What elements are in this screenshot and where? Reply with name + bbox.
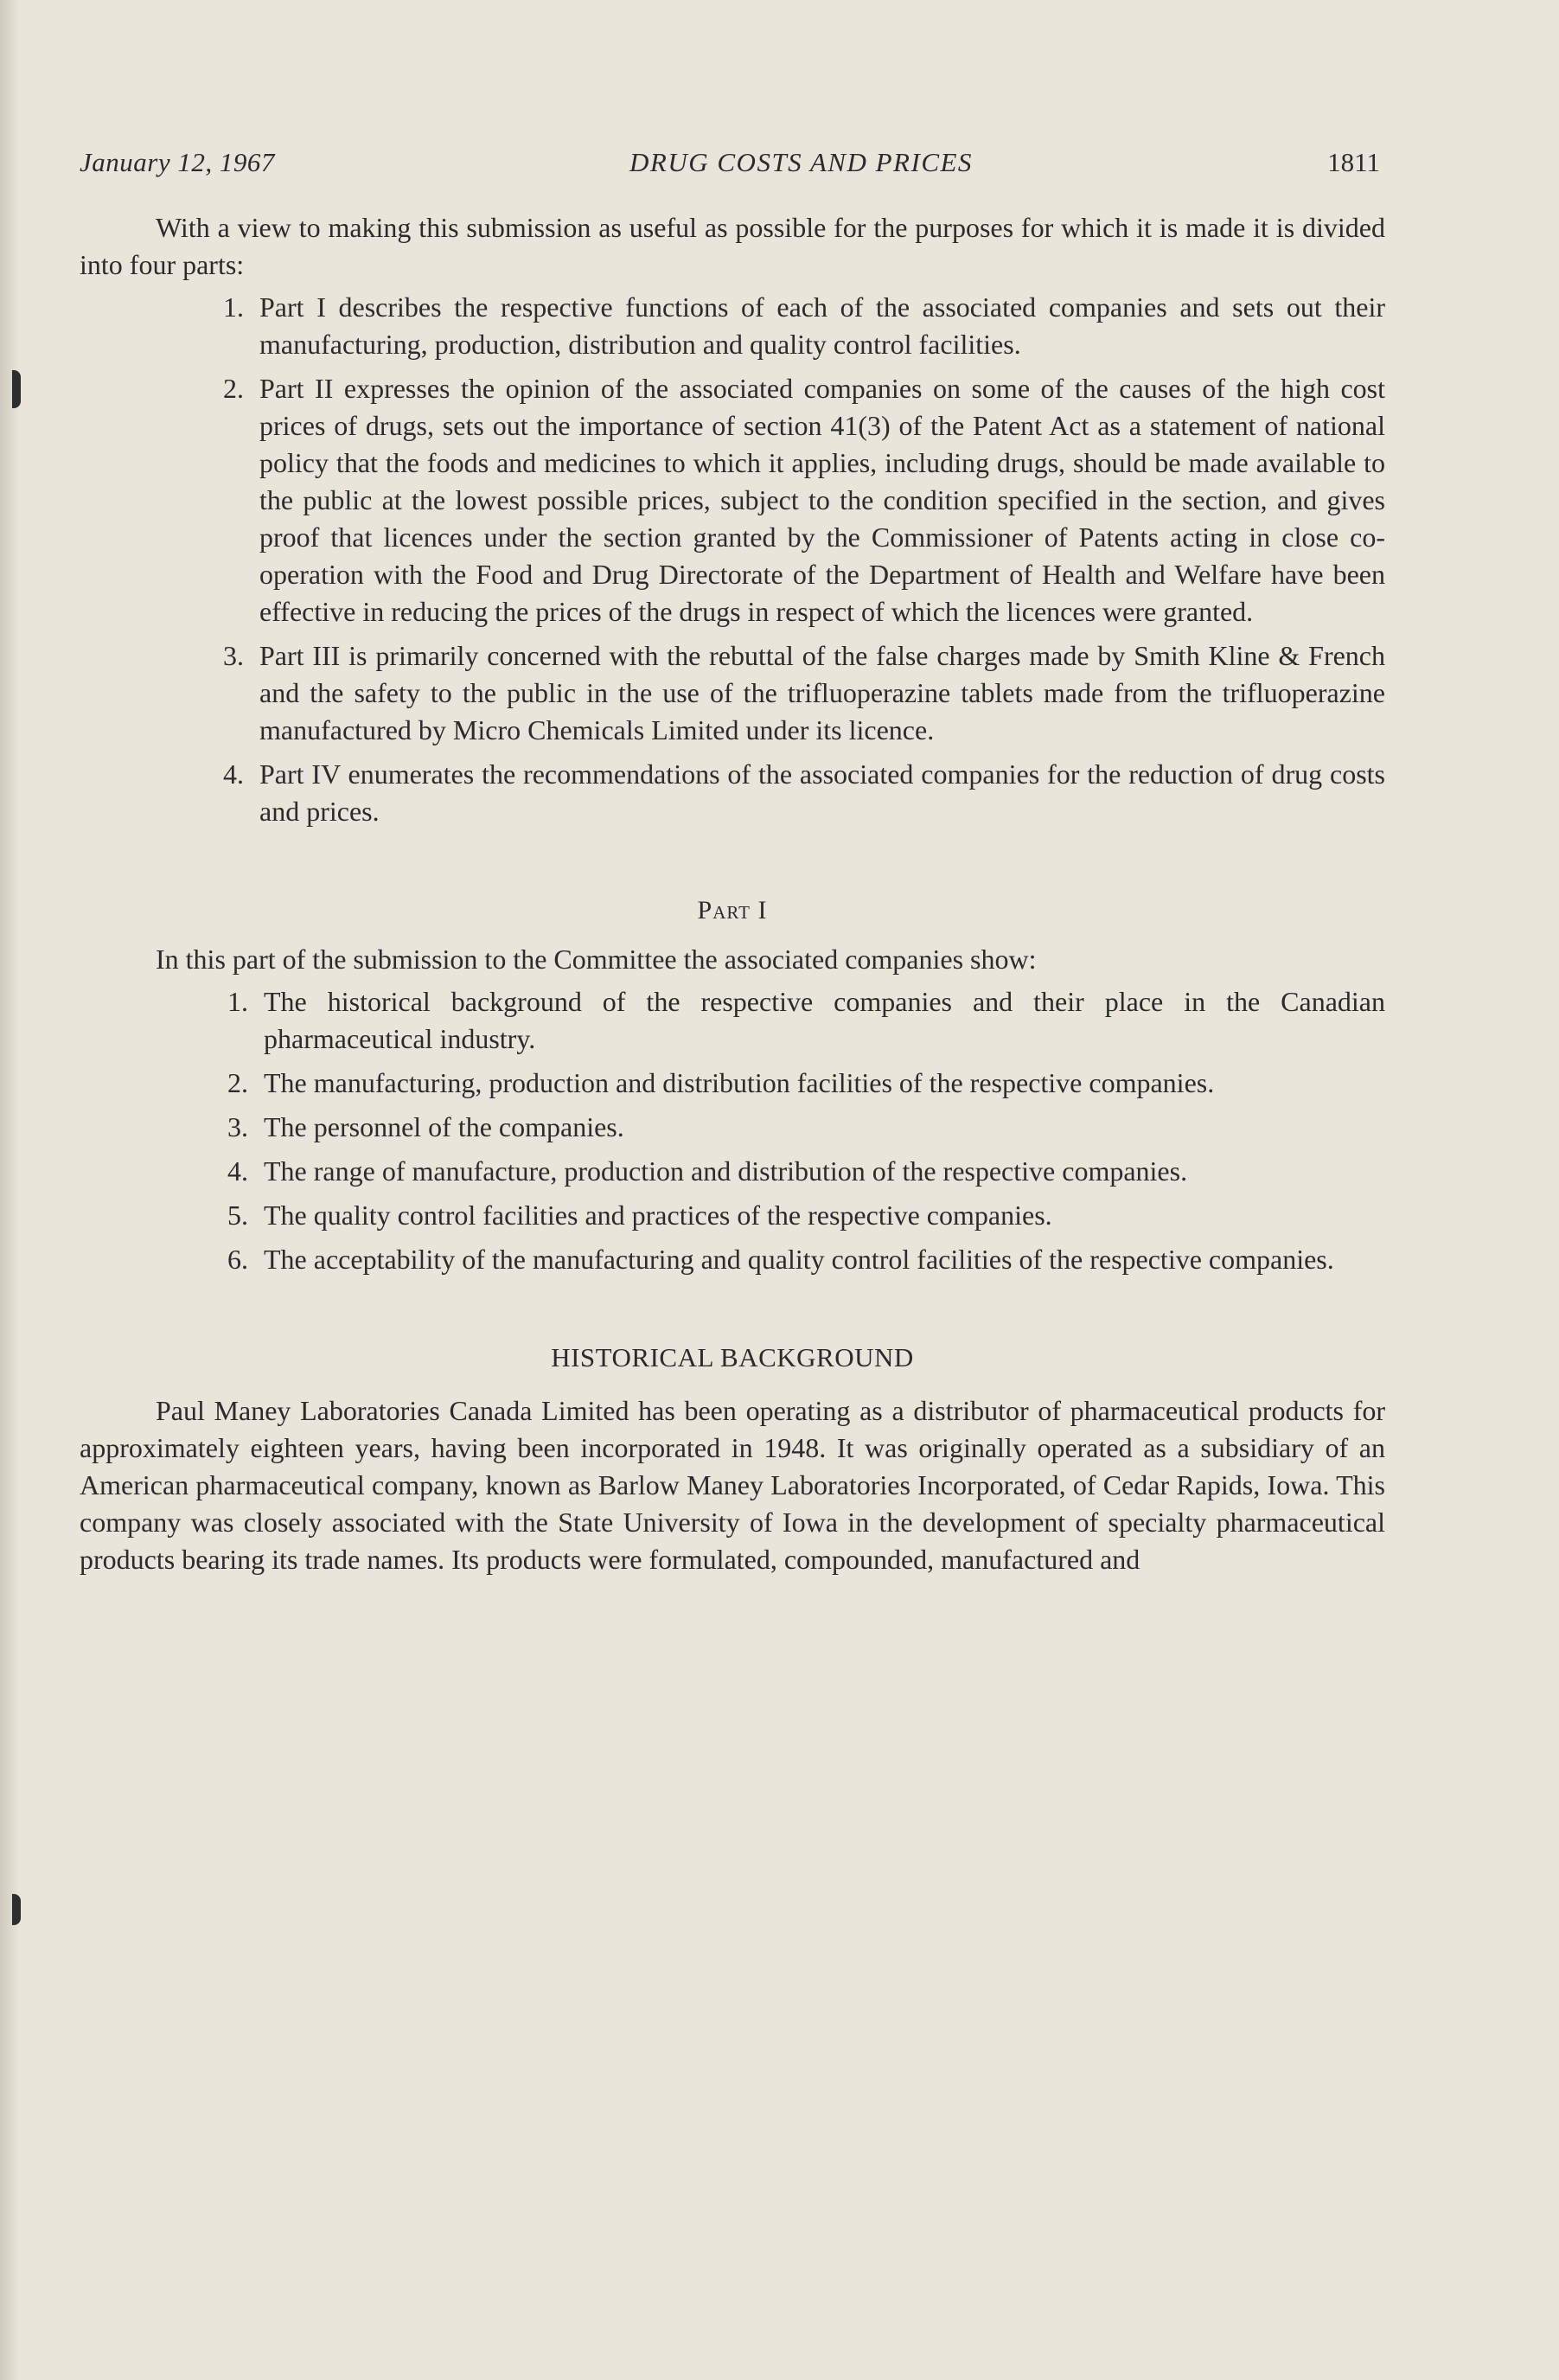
list-item	[80, 1241, 1385, 1278]
binding-mark	[12, 370, 21, 408]
section-heading: HISTORICAL BACKGROUND	[551, 1342, 914, 1372]
intro-paragraph: With a view to making this submission as useful as possible for the purposes for which it is made it is divided into four parts:	[80, 212, 1385, 280]
list-item-text: Part II expresses the opinion of the associated companies on some of the causes of the high cost prices of drugs, sets out the importance of section 41(3) of the Patent Act as a statement of national policy that the foods and medicines to which it applies, including drugs, should be made available to the public at the lowest possible prices, subject to the condition specified in the section, and gives proof that licences under the section granted by the Commissioner of Patents acting in close co-operation with the Food and Drug Directorate of the Department of Health and Welfare have been effective in reducing the prices of the drugs in respect of which the licences were granted.	[259, 373, 1385, 627]
list-item-text: Part I describes the respective functions of each of the associated companies and sets out their manufacturing, production, distribution and quality control facilities.	[259, 291, 1385, 360]
list-item	[80, 1197, 1385, 1234]
binding-mark	[12, 1894, 21, 1925]
part-one-list	[80, 983, 1385, 1278]
list-item	[80, 1109, 1385, 1146]
list-item	[80, 756, 1385, 830]
running-head	[80, 147, 1385, 178]
list-item-number: 4.	[227, 1155, 248, 1187]
list-item	[80, 1153, 1385, 1190]
list-item	[80, 289, 1385, 363]
list-item-number: 1.	[223, 291, 244, 323]
list-item-number: 4.	[223, 758, 244, 790]
historical-paragraph: Paul Maney Laboratories Canada Limited has been operating as a distributor of pharmaceutical products for approximately eighteen years, having been incorporated in 1948. It was originally operated as a subsidiary of an American pharmaceutical company, known as Barlow Maney Laboratories Incorporated, of Cedar Rapids, Iowa. This company was closely associated with the State University of Iowa in the development of specialty pharmaceutical products bearing its trade names. Its products were formulated, compounded, manufactured and	[80, 1395, 1385, 1575]
list-item-text: The range of manufacture, production and distribution of the respective companies.	[264, 1155, 1188, 1187]
list-item-number: 3.	[227, 1111, 248, 1142]
list-item-number: 2.	[227, 1067, 248, 1098]
list-item-text: Part IV enumerates the recommendations of the associated companies for the reduction of drug costs and prices.	[259, 758, 1385, 827]
list-item-text: The personnel of the companies.	[264, 1111, 624, 1142]
list-item	[80, 983, 1385, 1058]
list-item-number: 2.	[223, 373, 244, 404]
list-item-number: 1.	[227, 986, 248, 1017]
header-date: January 12, 1967	[80, 147, 275, 177]
page	[80, 147, 1385, 1578]
list-item	[80, 637, 1385, 749]
intro-list	[80, 289, 1385, 830]
list-item	[80, 370, 1385, 630]
list-item	[80, 1065, 1385, 1102]
list-item-text: The manufacturing, production and distribution facilities of the respective companies.	[264, 1067, 1215, 1098]
list-item-number: 6.	[227, 1244, 248, 1275]
list-item-number: 5.	[227, 1200, 248, 1231]
part-one-paragraph: In this part of the submission to the Committee the associated companies show:	[156, 944, 1037, 975]
list-item-text: The quality control facilities and practices of the respective companies.	[264, 1200, 1052, 1231]
page-number: 1811	[1327, 147, 1380, 177]
list-item-text: Part III is primarily concerned with the rebuttal of the false charges made by Smith Kline & French and the safety to the public in the use of the trifluoperazine tablets made from the trifluoperazine manufactured by Micro Chemicals Limited under its licence.	[259, 640, 1385, 745]
list-item-text: The acceptability of the manufacturing and quality control facilities of the respective companies.	[264, 1244, 1334, 1275]
list-item-number: 3.	[223, 640, 244, 671]
scan-edge	[0, 0, 19, 2380]
list-item-text: The historical background of the respective companies and their place in the Canadian pharmaceutical industry.	[264, 986, 1385, 1054]
part-heading: Part I	[697, 896, 768, 924]
header-title: DRUG COSTS AND PRICES	[629, 147, 973, 177]
